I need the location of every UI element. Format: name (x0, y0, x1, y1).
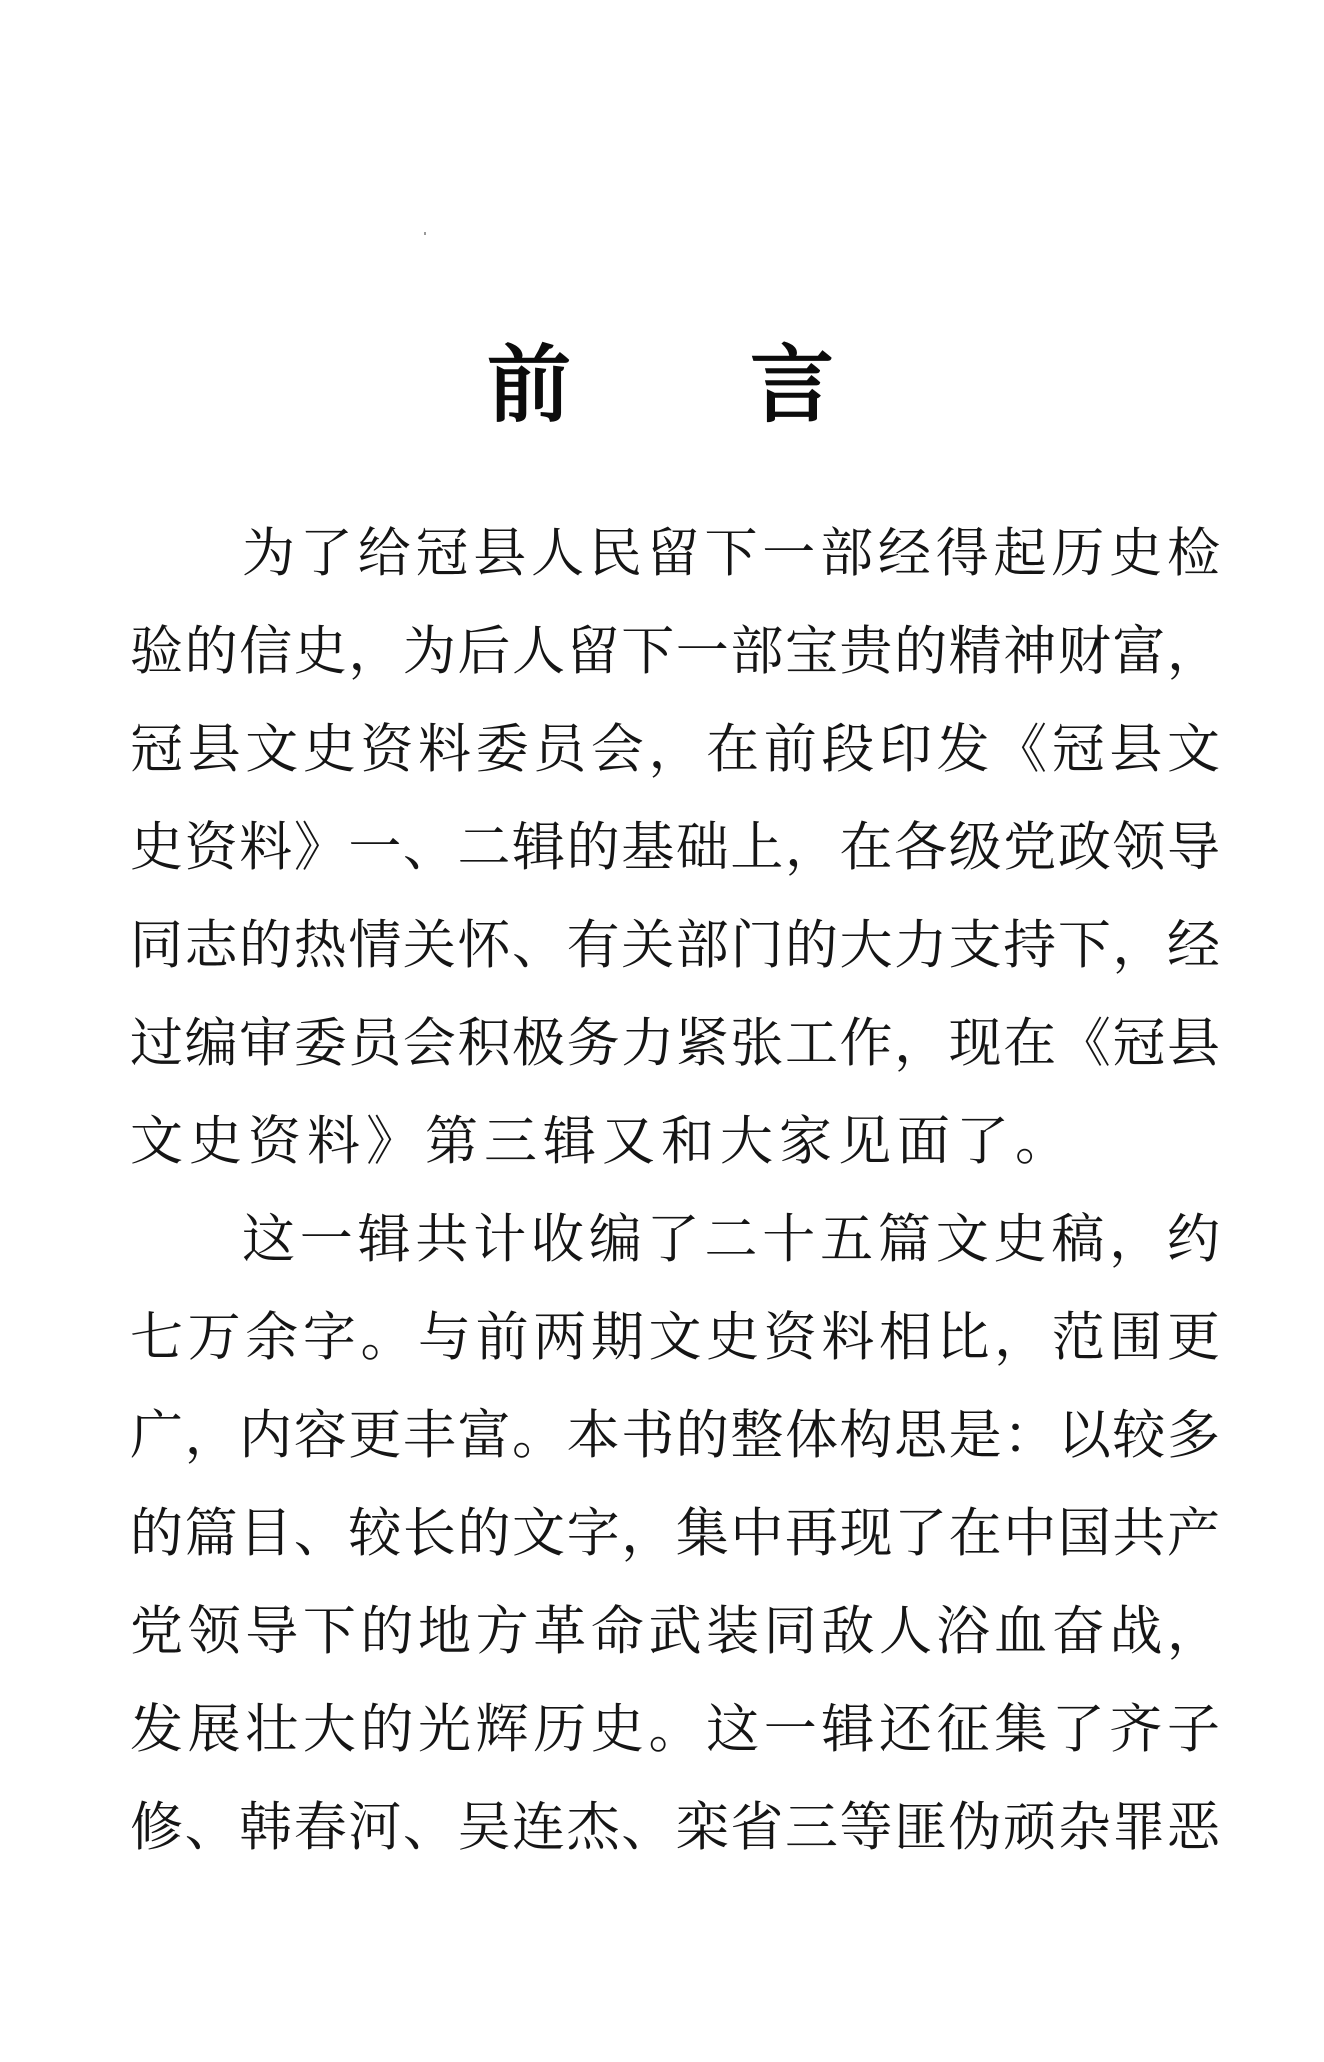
text-line: 冠县文史资料委员会，在前段印发《冠县文 (130, 719, 1220, 780)
title-char: 前 (487, 335, 572, 434)
text-line: 七万余字。与前两期文史资料相比，范围更 (130, 1307, 1220, 1368)
text-line: 发展壮大的光辉历史。这一辑还征集了齐子 (130, 1699, 1220, 1760)
text-line: 修、韩春河、吴连杰、栾省三等匪伪顽杂罪恶 (130, 1797, 1220, 1858)
paragraph-1 (130, 505, 1220, 1191)
text-line: 这一辑共计收编了二十五篇文史稿，约 (242, 1209, 1220, 1270)
text-line: 的篇目、较长的文字，集中再现了在中国共产 (130, 1503, 1220, 1564)
text-line: 党领导下的地方革命武装同敌人浴血奋战， (130, 1601, 1220, 1662)
text-line: 文史资料》第三辑又和大家见面了。 (130, 1111, 1074, 1172)
text-line: 史资料》一、二辑的基础上，在各级党政领导 (130, 817, 1220, 878)
page-title (0, 325, 1324, 445)
text-line: 为了给冠县人民留下一部经得起历史检 (242, 523, 1220, 584)
text-line: 验的信史，为后人留下一部宝贵的精神财富， (130, 621, 1220, 682)
print-speck (424, 232, 426, 235)
paragraph-2 (130, 1191, 1220, 1877)
title-char: 言 (750, 335, 835, 434)
text-line: 广，内容更丰富。本书的整体构思是：以较多 (130, 1405, 1220, 1466)
text-line: 同志的热情关怀、有关部门的大力支持下，经 (130, 915, 1220, 976)
body-text (130, 505, 1220, 1877)
text-line: 过编审委员会积极务力紧张工作，现在《冠县 (130, 1013, 1220, 1074)
